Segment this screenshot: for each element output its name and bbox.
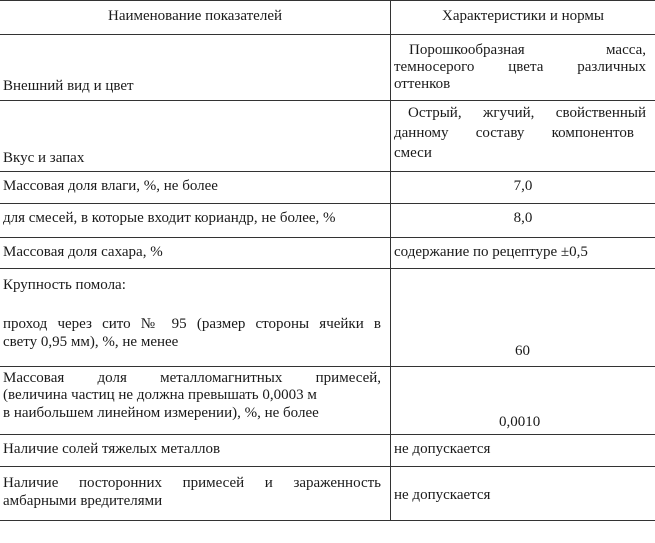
row-divider [0,268,655,269]
row-name: Массовая доля металломагнитных примесей, [3,370,381,386]
row-value: данному составу компонентов [394,125,634,141]
row-name: для смесей, в которые входит кориандр, не более, % [3,210,336,226]
row-divider [0,237,655,238]
row-name: Массовая доля сахара, % [3,244,163,260]
header-name-column: Наименование показателей [107,8,283,24]
row-value: смеси [394,145,432,161]
table-border-top [0,0,655,1]
row-divider [0,366,655,367]
row-name: Крупность помола: [3,277,126,293]
row-name: Массовая доля влаги, %, не более [3,178,218,194]
row-value: Порошкообразная масса, [409,42,646,58]
row-value: Острый, жгучий, свойственный [408,105,646,121]
table-border-bottom [0,520,655,521]
row-value: 7,0 [513,178,533,194]
row-divider [0,34,655,35]
row-divider [0,100,655,101]
row-name: Наличие посторонних примесей и зараженность [3,475,381,491]
row-divider [0,466,655,467]
row-divider [0,203,655,204]
row-value: 8,0 [513,210,533,226]
column-divider [390,0,391,521]
row-name: Наличие солей тяжелых металлов [3,441,221,457]
row-name: в наибольшем линейном измерении), %, не более [3,405,319,421]
row-value: не допускается [394,441,491,457]
row-value: 0,0010 [499,414,541,430]
row-name: Внешний вид и цвет [3,78,134,94]
row-name: свету 0,95 мм), %, не менее [3,334,179,350]
header-value-column: Характеристики и нормы [442,8,604,24]
row-name: (величина частиц не должна превышать 0,0003 м [3,387,317,403]
row-value: оттенков [394,76,451,92]
row-value: не допускается [394,487,491,503]
row-divider [0,434,655,435]
row-name: проход через сито № 95 (размер стороны ячейки в [3,316,381,332]
row-value: темносерого цвета различных [394,59,646,75]
row-name: амбарными вредителями [3,493,163,509]
row-value: 60 [515,343,530,359]
row-divider [0,171,655,172]
row-name: Вкус и запах [3,150,85,166]
row-value: содержание по рецептуре ±0,5 [394,244,588,260]
